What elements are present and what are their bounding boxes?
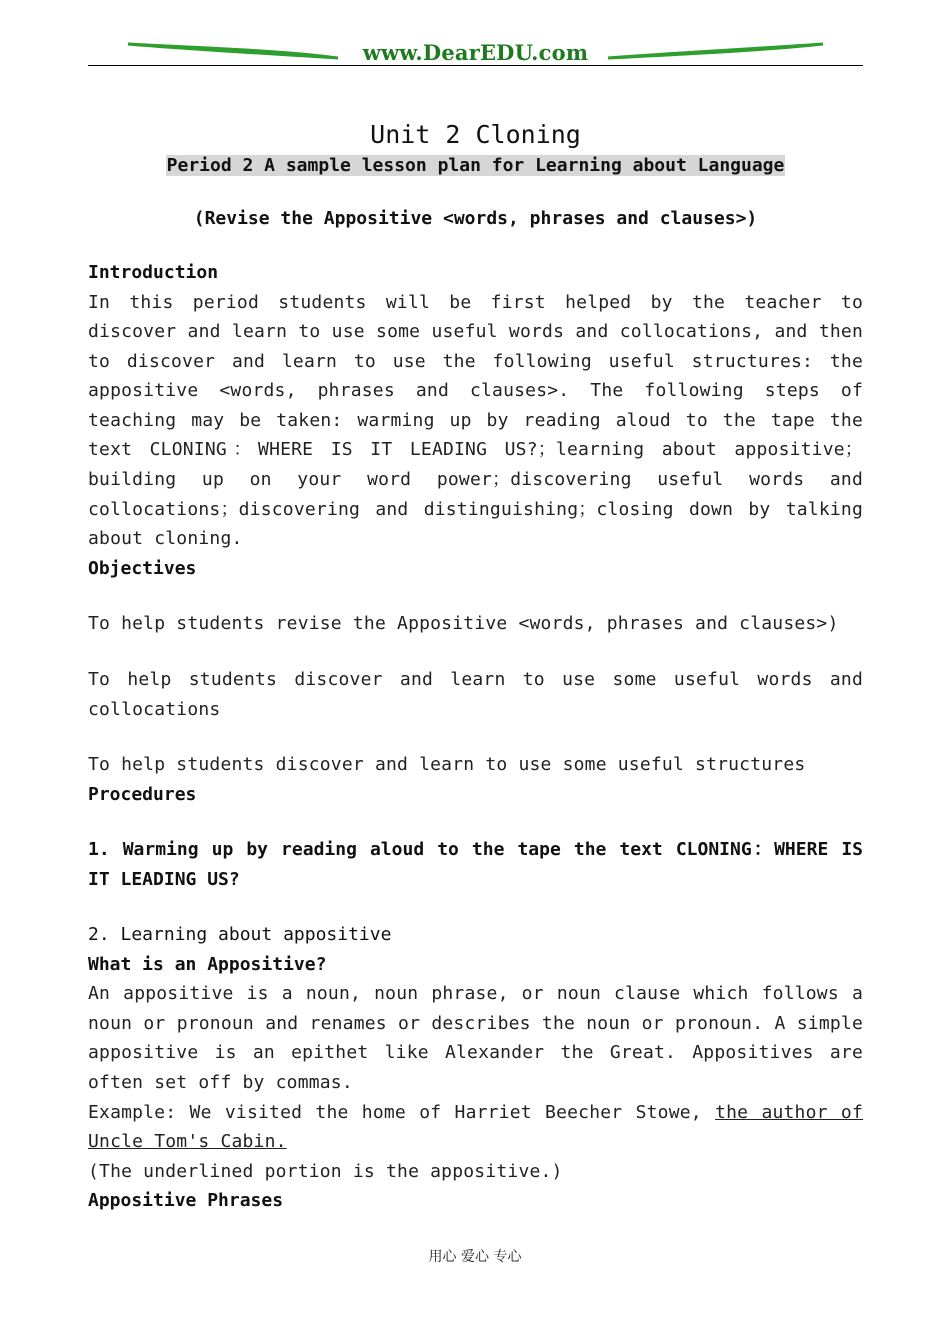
appositive-example [88, 1098, 863, 1157]
page-title: Unit 2 Cloning [370, 120, 581, 149]
site-logo-text: www.DearEDU.com [362, 40, 589, 65]
objective-item: To help students discover and learn to use some useful words and collocations [88, 668, 863, 720]
objectives-heading: Objectives [88, 557, 197, 579]
page-footer: 用心 爱心 专心 [428, 1249, 522, 1265]
page-header [88, 38, 863, 68]
procedure-step-2: 2. Learning about appositive [88, 924, 392, 946]
page-subtitle [88, 152, 863, 180]
example-prefix: Example: We visited the home of Harriet Beecher Stowe, [88, 1101, 716, 1123]
left-swoosh [128, 44, 338, 58]
appositive-definition: An appositive is a noun, noun phrase, or noun clause which follows a noun or pronoun and renames or describes the noun or pronoun. A simple appositive is an epithet like Alexander the Great. Appositives are often set off by commas. [88, 983, 863, 1093]
objective-item: To help students revise the Appositive <words, phrases and clauses>) [88, 613, 839, 635]
procedure-step-1: 1. Warming up by reading aloud to the tape the text CLONING：WHERE IS IT LEADING US? [88, 839, 863, 890]
objective-item: To help students discover and learn to use some useful structures [88, 754, 806, 776]
what-is-appositive-heading: What is an Appositive? [88, 953, 327, 975]
revise-line: (Revise the Appositive <words, phrases and clauses>) [193, 208, 758, 229]
right-swoosh [608, 44, 823, 58]
document-body [88, 118, 863, 1216]
appositive-phrases-heading: Appositive Phrases [88, 1190, 284, 1212]
introduction-heading: Introduction [88, 262, 219, 283]
appositive-note: (The underlined portion is the appositive.) [88, 1160, 563, 1182]
header-rule [88, 65, 863, 66]
subtitle-text: Period 2 A sample lesson plan for Learning about Language [166, 155, 785, 176]
introduction-text: In this period students will be first helped by the teacher to discover and learn to use some useful words and collocations, and then to discover and learn to use the following useful structures: the appositive <words, phrases and clauses>. The following steps of teaching may be taken: warming up by reading aloud to the tape the text CLONING：WHERE IS IT LEADING US?；learning about appositive；building up on your word power；discovering useful words and collocations；discovering and distinguishing；closing down by talking about cloning. [88, 291, 863, 550]
procedures-heading: Procedures [88, 783, 197, 805]
example-underlined: the author of Uncle Tom's Cabin. [88, 1101, 864, 1153]
